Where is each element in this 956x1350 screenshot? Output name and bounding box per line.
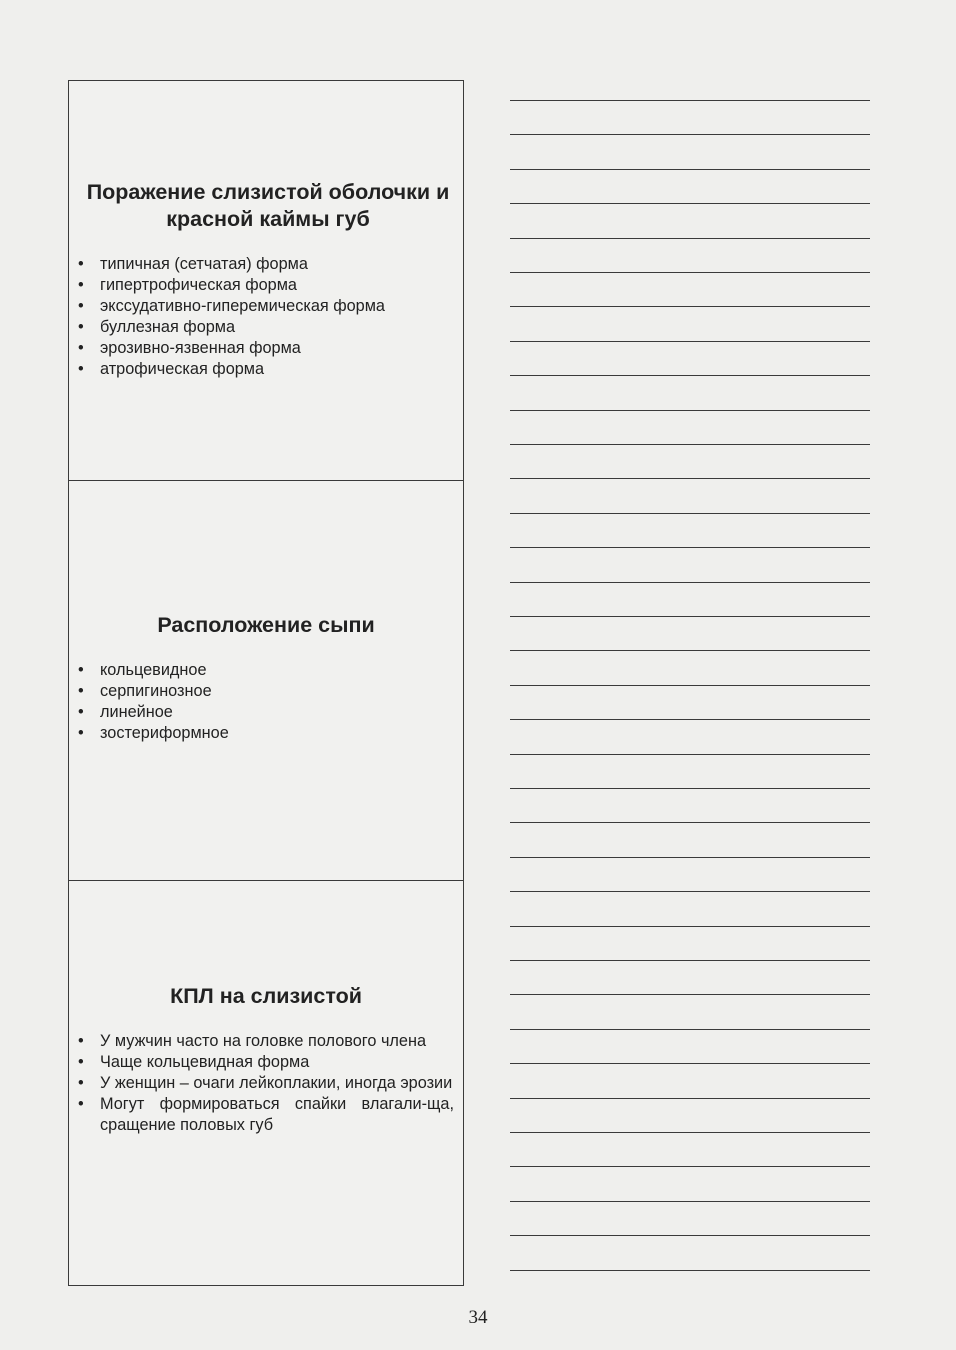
note-line (510, 238, 870, 239)
note-line (510, 410, 870, 411)
list-item: • У женщин – очаги лейкоплакии, иногда эрозии (78, 1074, 453, 1092)
note-line (510, 100, 870, 101)
list-item: • атрофическая форма (78, 360, 265, 378)
note-line (510, 822, 870, 823)
slide-title: КПЛ на слизистой (170, 984, 362, 1008)
page-number: 34 (468, 1307, 488, 1328)
note-line (510, 375, 870, 376)
list-item: • эрозивно-язвенная форма (78, 339, 301, 357)
list-item: • Могут формироваться спайки влагали-ща, сращение половых губ (78, 1095, 454, 1134)
list-item: • линейное (78, 703, 173, 721)
note-line (510, 547, 870, 548)
note-line (510, 685, 870, 686)
list-item: • кольцевидное (78, 661, 207, 679)
note-line (510, 1270, 870, 1271)
note-line (510, 513, 870, 514)
note-line (510, 1201, 870, 1202)
note-line (510, 306, 870, 307)
note-line (510, 1132, 870, 1133)
list-item: • экссудативно-гиперемическая форма (78, 297, 385, 315)
note-line (510, 1235, 870, 1236)
note-line (510, 1166, 870, 1167)
note-line (510, 650, 870, 651)
note-line (510, 272, 870, 273)
note-line (510, 582, 870, 583)
note-line (510, 891, 870, 892)
note-line (510, 788, 870, 789)
note-line (510, 478, 870, 479)
note-line (510, 754, 870, 755)
note-line (510, 1063, 870, 1064)
note-line (510, 994, 870, 995)
note-line (510, 203, 870, 204)
bullet-list (68, 254, 448, 380)
note-line (510, 926, 870, 927)
slide-title: Расположение сыпи (157, 613, 375, 637)
note-line (510, 134, 870, 135)
note-line (510, 1029, 870, 1030)
note-line (510, 444, 870, 445)
list-item: • типичная (сетчатая) форма (78, 255, 308, 273)
bullet-list (68, 1031, 454, 1136)
note-line (510, 341, 870, 342)
note-line (510, 857, 870, 858)
notes-lines-area (510, 0, 870, 1300)
list-item: • зостериформное (78, 724, 229, 742)
list-item: • Чаще кольцевидная форма (78, 1053, 310, 1071)
note-line (510, 1098, 870, 1099)
bullet-list (68, 660, 448, 744)
note-line (510, 960, 870, 961)
note-line (510, 616, 870, 617)
slide-title: Поражение слизистой оболочки и красной каймы губ (86, 180, 450, 231)
note-line (510, 719, 870, 720)
list-item: • У мужчин часто на головке полового члена (78, 1032, 427, 1050)
note-line (510, 169, 870, 170)
list-item: • буллезная форма (78, 318, 236, 336)
list-item: • гипертрофическая форма (78, 276, 297, 294)
list-item: • серпигинозное (78, 682, 212, 700)
